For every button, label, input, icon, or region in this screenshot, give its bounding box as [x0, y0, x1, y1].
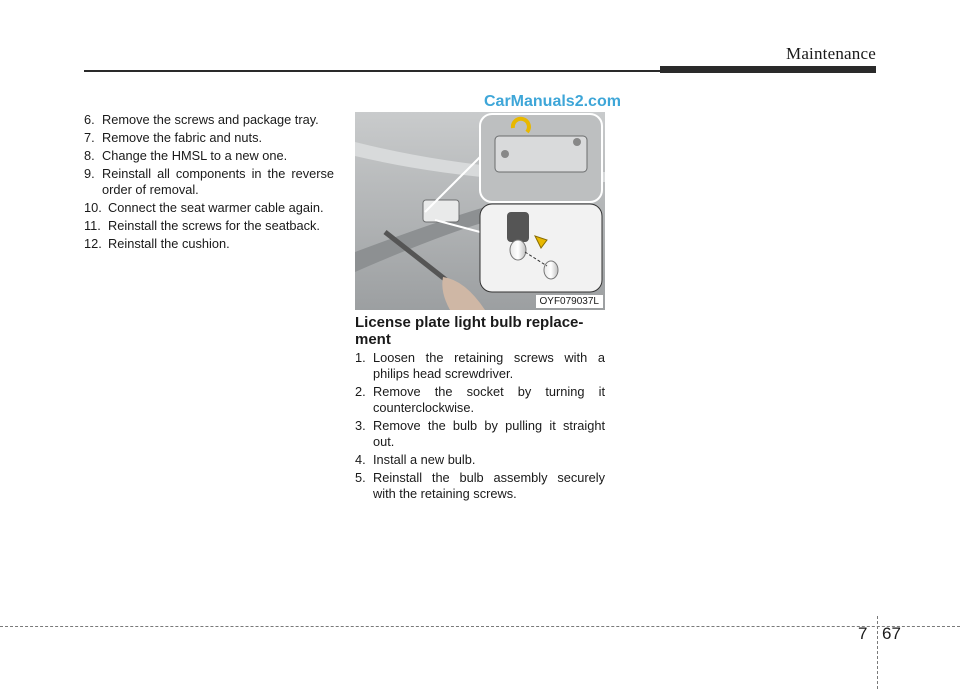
- list-item: [355, 384, 605, 416]
- step-text: Remove the bulb by pulling it straight out.: [373, 418, 605, 449]
- figure-illustration: [355, 112, 605, 310]
- footer-rule: [0, 626, 960, 627]
- step-text: Reinstall the bulb assembly securely with the retaining screws.: [373, 470, 605, 501]
- step-number: 1.: [355, 350, 366, 365]
- step-number: 6.: [84, 112, 95, 127]
- list-item: [84, 200, 334, 216]
- list-item: [84, 148, 334, 164]
- header-rule-accent: [660, 66, 876, 73]
- step-number: 5.: [355, 470, 366, 485]
- chapter-number: 7: [858, 624, 868, 643]
- list-item: [84, 236, 334, 252]
- step-text: Remove the socket by turning it counterclockwise.: [373, 384, 605, 415]
- left-step-list: [84, 112, 334, 252]
- step-number: 12.: [84, 236, 102, 251]
- left-column: [84, 112, 334, 254]
- list-item: [355, 418, 605, 450]
- step-text: Reinstall all components in the reverse order of removal.: [102, 166, 334, 197]
- section-title-header: Maintenance: [786, 44, 876, 63]
- step-number: 8.: [84, 148, 95, 163]
- middle-column: [355, 350, 605, 504]
- list-item: [84, 130, 334, 146]
- page-number: 67: [882, 624, 901, 643]
- header-rule: [84, 70, 660, 72]
- list-item: [84, 218, 334, 234]
- step-text: Loosen the retaining screws with a philips head screwdriver.: [373, 350, 605, 381]
- list-item: [355, 470, 605, 502]
- license-steps-list: [355, 350, 605, 502]
- step-number: 10.: [84, 200, 102, 215]
- step-text: Install a new bulb.: [373, 452, 476, 467]
- step-text: Reinstall the cushion.: [108, 236, 230, 251]
- step-text: Change the HMSL to a new one.: [102, 148, 288, 163]
- step-number: 9.: [84, 166, 95, 181]
- step-number: 2.: [355, 384, 366, 399]
- step-number: 11.: [84, 218, 101, 233]
- step-number: 7.: [84, 130, 95, 145]
- step-text: Remove the screws and package tray.: [102, 112, 319, 127]
- figure-code: OYF079037L: [536, 295, 604, 308]
- section-heading: License plate light bulb replace- ment: [355, 314, 584, 348]
- footer-divider: [877, 616, 878, 689]
- list-item: [355, 452, 605, 468]
- step-text: Connect the seat warmer cable again.: [108, 200, 324, 215]
- list-item: [355, 350, 605, 382]
- step-number: 3.: [355, 418, 366, 433]
- step-number: 4.: [355, 452, 366, 467]
- step-text: Remove the fabric and nuts.: [102, 130, 263, 145]
- license-plate-light-figure: [355, 112, 605, 310]
- list-item: [84, 112, 334, 128]
- watermark: CarManuals2.com: [484, 93, 621, 110]
- step-text: Reinstall the screws for the seatback.: [108, 218, 320, 233]
- list-item: [84, 166, 334, 198]
